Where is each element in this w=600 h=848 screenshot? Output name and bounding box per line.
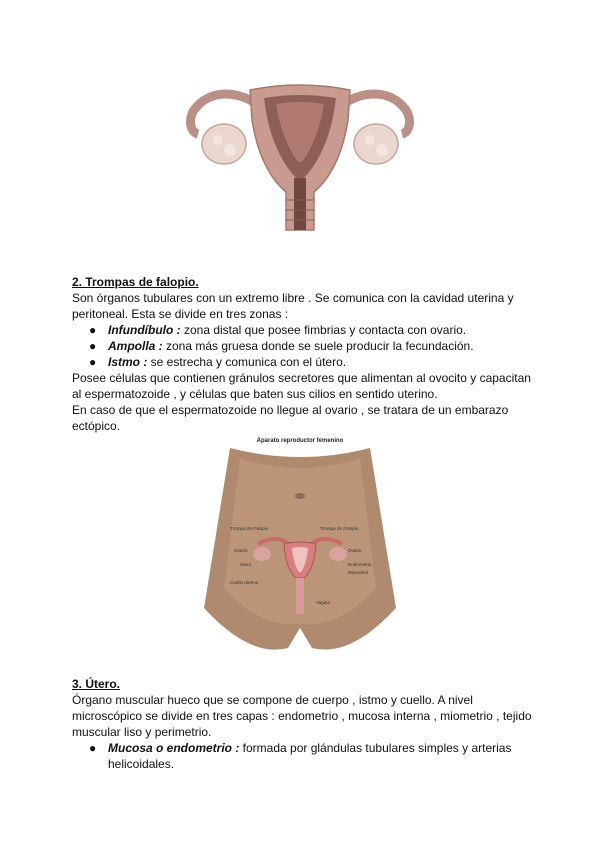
bullet-icon: ● xyxy=(89,741,97,755)
label-trompa-left: Trompa de Falopio xyxy=(230,526,269,531)
item-text: zona más gruesa donde se suele producir la fecundación. xyxy=(162,339,474,354)
paragraph-celulas: Posee células que contienen gránulos secretores que alimentan al ovocito y capacitan al espermatozoide , y células que baten sus cilios en sentido uterino. xyxy=(72,371,531,402)
section-intro-utero: Órgano muscular hueco que se compone de cuerpo , istmo y cuello. A nivel microscópico se divide en tres capas : endometrio , mucosa interna , miometrio , tejido muscular liso y perimetrio. xyxy=(72,693,532,740)
paragraph-ectopico: En caso de que el espermatozoide no llegue al ovario , se tratara de un embarazo ectópico. xyxy=(72,403,509,434)
bullet-icon: ● xyxy=(89,323,97,337)
list-item xyxy=(72,740,532,772)
uterus-illustration xyxy=(180,70,420,242)
label-trompa-right: Trompa de Falopio xyxy=(320,526,359,531)
torso-illustration xyxy=(200,448,400,658)
label-utero: Útero xyxy=(240,562,252,567)
label-miometrio: Miometrio xyxy=(348,570,369,575)
section-heading-utero: 3. Útero. xyxy=(72,677,121,691)
reproductive-system-figure xyxy=(200,438,400,658)
bullet-icon: ● xyxy=(89,355,97,370)
label-vagina: Vagina xyxy=(316,600,330,605)
layers-list xyxy=(72,740,532,772)
term-mucosa: Mucosa o endometrio : xyxy=(108,741,240,755)
list-item xyxy=(72,322,532,338)
label-endometrio: Endometrio xyxy=(348,562,372,567)
label-cuello: Cuello uterino xyxy=(230,580,259,585)
item-text: formada por glándulas tubulares simples y arterias helicoidales. xyxy=(108,741,512,772)
item-text: zona distal que posee fimbrias y contacta con ovario. xyxy=(180,323,467,337)
label-ovario-left: Ovario xyxy=(234,548,248,553)
term-istmo: Istmo : xyxy=(108,355,148,370)
zones-list xyxy=(72,322,532,371)
term-infundibulo: Infundíbulo : xyxy=(108,323,181,337)
list-item xyxy=(72,354,532,370)
item-text: se estrecha y comunica con el útero. xyxy=(147,355,347,370)
label-ovario-right: Ovario xyxy=(348,548,362,553)
section-heading-trompas: 2. Trompas de falopio. xyxy=(72,275,199,289)
term-ampolla: Ampolla : xyxy=(108,339,163,354)
section-intro-trompas: Son órganos tubulares con un extremo libre . Se comunica con la cavidad uterina y peritoneal. Esta se divide en tres zonas : xyxy=(72,291,514,322)
figure-title: Aparato reproductor femenino xyxy=(256,438,344,444)
bullet-icon: ● xyxy=(89,339,97,354)
list-item xyxy=(72,338,532,354)
